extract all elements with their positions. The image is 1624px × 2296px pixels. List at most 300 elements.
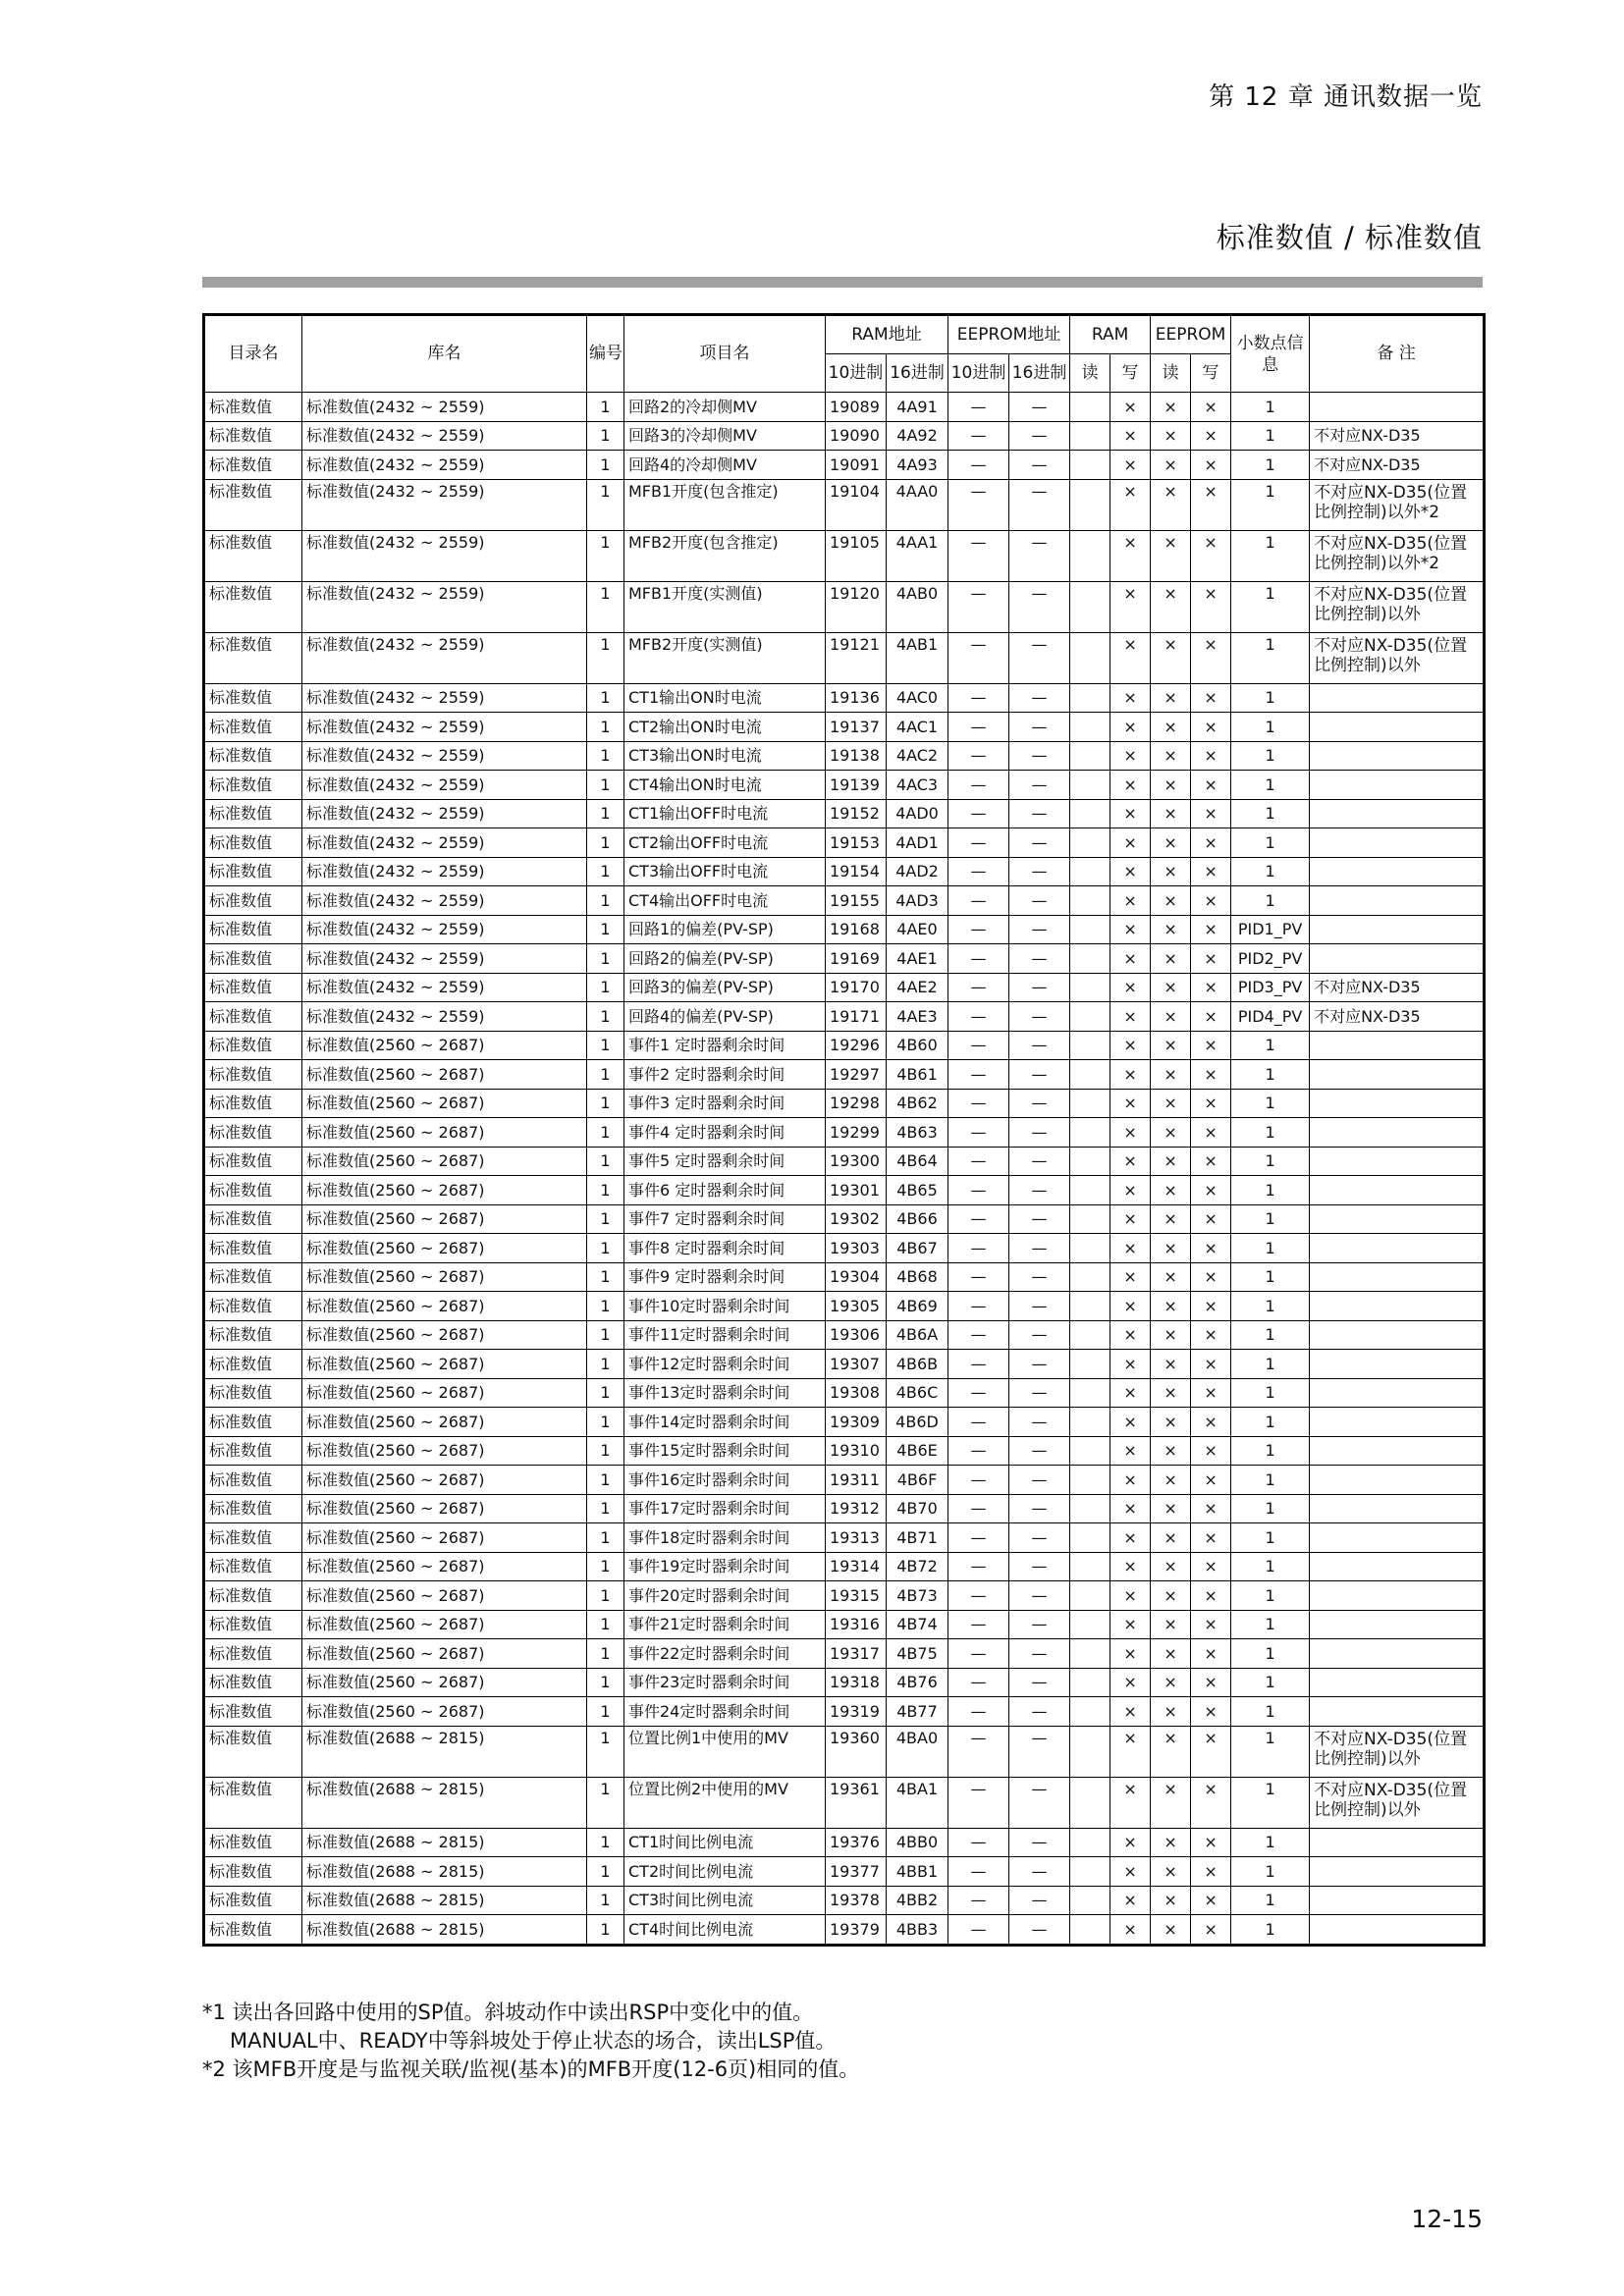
table-cell (1070, 857, 1110, 886)
table-cell: × (1151, 1147, 1191, 1176)
table-cell (1070, 1523, 1110, 1553)
table-cell: 1 (587, 1552, 624, 1581)
table-cell: × (1191, 1581, 1231, 1611)
table-cell: 标准数值 (204, 1378, 302, 1408)
table-cell: × (1110, 581, 1151, 632)
table-cell: 标准数值(2688 ~ 2815) (302, 1828, 587, 1857)
header-ram-dec: 10进制 (826, 354, 887, 393)
table-cell: 事件17定时器剩余时间 (624, 1494, 826, 1523)
table-cell: 1 (587, 1668, 624, 1697)
table-cell: 回路3的冷却侧MV (624, 421, 826, 451)
table-cell: 1 (587, 683, 624, 713)
table-cell: 标准数值(2560 ~ 2687) (302, 1234, 587, 1263)
table-cell: 19379 (826, 1915, 887, 1946)
table-cell: — (1009, 1118, 1070, 1148)
table-cell (1310, 1886, 1485, 1915)
table-cell (1070, 1204, 1110, 1234)
table-cell: CT4时间比例电流 (624, 1915, 826, 1946)
table-row (204, 1610, 1485, 1639)
table-cell (1310, 1292, 1485, 1321)
table-cell: 1 (1231, 683, 1310, 713)
table-row (204, 1320, 1485, 1350)
table-cell (1070, 1002, 1110, 1032)
table-cell: 1 (1231, 1610, 1310, 1639)
table-cell: MFB2开度(实测值) (624, 632, 826, 683)
table-cell: × (1191, 632, 1231, 683)
table-cell: 19316 (826, 1610, 887, 1639)
table-cell: — (1009, 1494, 1070, 1523)
table-cell: 标准数值(2560 ~ 2687) (302, 1118, 587, 1148)
table-cell (1070, 886, 1110, 916)
table-cell: 标准数值(2432 ~ 2559) (302, 741, 587, 771)
table-cell: × (1151, 1031, 1191, 1060)
table-cell: — (948, 1436, 1009, 1466)
table-cell: 事件24定时器剩余时间 (624, 1697, 826, 1727)
table-cell: — (948, 1915, 1009, 1946)
table-cell (1070, 944, 1110, 974)
table-cell: 标准数值 (204, 451, 302, 480)
table-cell: 1 (587, 1002, 624, 1032)
table-cell: 标准数值(2560 ~ 2687) (302, 1610, 587, 1639)
table-cell: 标准数值 (204, 973, 302, 1002)
table-cell: × (1110, 632, 1151, 683)
table-cell: 1 (587, 632, 624, 683)
table-cell: × (1151, 1436, 1191, 1466)
table-cell: — (948, 857, 1009, 886)
table-row (204, 1118, 1485, 1148)
header-eeprom-write: 写 (1191, 354, 1231, 393)
table-cell: — (1009, 1668, 1070, 1697)
table-cell: — (948, 1828, 1009, 1857)
table-cell (1310, 683, 1485, 713)
table-cell (1070, 1828, 1110, 1857)
table-cell: — (1009, 1915, 1070, 1946)
table-cell: — (948, 915, 1009, 944)
table-cell: — (1009, 1726, 1070, 1777)
table-cell: 4AB0 (887, 581, 948, 632)
table-cell: 标准数值(2688 ~ 2815) (302, 1915, 587, 1946)
table-cell: 事件4 定时器剩余时间 (624, 1118, 826, 1148)
table-cell: × (1110, 1777, 1151, 1828)
table-cell: × (1191, 1350, 1231, 1379)
table-cell: 标准数值(2688 ~ 2815) (302, 1726, 587, 1777)
table-cell: 4B6D (887, 1408, 948, 1437)
table-cell: × (1151, 915, 1191, 944)
table-cell: — (948, 1639, 1009, 1669)
table-cell (1070, 1466, 1110, 1495)
table-cell: 标准数值 (204, 1777, 302, 1828)
table-cell (1310, 1176, 1485, 1205)
table-cell: — (1009, 581, 1070, 632)
table-cell: 19378 (826, 1886, 887, 1915)
table-cell (1310, 1436, 1485, 1466)
table-cell: 19298 (826, 1089, 887, 1118)
table-cell: 1 (1231, 1857, 1310, 1887)
table-cell: 标准数值(2432 ~ 2559) (302, 581, 587, 632)
table-cell: 19139 (826, 771, 887, 800)
table-cell: × (1110, 683, 1151, 713)
table-cell: — (1009, 1436, 1070, 1466)
table-cell (1070, 1292, 1110, 1321)
table-cell: 1 (587, 581, 624, 632)
table-cell: 1 (1231, 1915, 1310, 1946)
table-cell: × (1110, 1639, 1151, 1669)
table-cell: 4B68 (887, 1262, 948, 1292)
table-cell: 1 (1231, 451, 1310, 480)
table-cell: 19318 (826, 1668, 887, 1697)
table-cell: 1 (587, 1857, 624, 1887)
table-cell: × (1191, 828, 1231, 858)
table-cell: 标准数值 (204, 1147, 302, 1176)
table-cell (1070, 1777, 1110, 1828)
table-cell: 回路1的偏差(PV-SP) (624, 915, 826, 944)
table-cell: 标准数值(2560 ~ 2687) (302, 1147, 587, 1176)
table-cell: 标准数值 (204, 857, 302, 886)
table-cell: — (1009, 1886, 1070, 1915)
table-cell: PID3_PV (1231, 973, 1310, 1002)
table-cell: 标准数值 (204, 1697, 302, 1727)
table-cell: × (1110, 1031, 1151, 1060)
table-cell: 不对应NX-D35 (1310, 973, 1485, 1002)
table-cell: — (1009, 530, 1070, 581)
table-cell (1310, 1915, 1485, 1946)
table-cell: 19376 (826, 1828, 887, 1857)
table-cell: × (1110, 1828, 1151, 1857)
table-row (204, 1552, 1485, 1581)
table-cell: × (1191, 1726, 1231, 1777)
header-eeprom-hex: 16进制 (1009, 354, 1070, 393)
table-cell: 19299 (826, 1118, 887, 1148)
table-cell: 不对应NX-D35 (1310, 451, 1485, 480)
table-row (204, 1089, 1485, 1118)
table-cell: × (1110, 1552, 1151, 1581)
table-cell: — (1009, 683, 1070, 713)
table-cell: × (1191, 1610, 1231, 1639)
table-row (204, 1147, 1485, 1176)
table-row (204, 1697, 1485, 1727)
table-cell: 标准数值 (204, 479, 302, 530)
table-cell: 1 (1231, 1292, 1310, 1321)
table-row (204, 771, 1485, 800)
table-cell (1310, 1828, 1485, 1857)
footnote-1: *1 读出各回路中使用的SP值。斜坡动作中读出RSP中变化中的值。 (202, 2001, 814, 2024)
table-cell: 1 (1231, 530, 1310, 581)
table-cell: 事件13定时器剩余时间 (624, 1378, 826, 1408)
table-cell (1070, 1234, 1110, 1263)
table-cell (1070, 421, 1110, 451)
table-cell: × (1191, 1494, 1231, 1523)
table-cell: — (1009, 1697, 1070, 1727)
table-cell: — (948, 1031, 1009, 1060)
table-cell: 标准数值(2688 ~ 2815) (302, 1886, 587, 1915)
table-cell (1070, 1726, 1110, 1777)
table-cell: CT1时间比例电流 (624, 1828, 826, 1857)
table-cell: — (948, 1262, 1009, 1292)
table-cell: × (1110, 741, 1151, 771)
table-cell: 标准数值(2560 ~ 2687) (302, 1581, 587, 1611)
table-cell (1310, 1262, 1485, 1292)
table-cell (1310, 1320, 1485, 1350)
table-row (204, 393, 1485, 422)
table-cell: 不对应NX-D35(位置比例控制)以外*2 (1310, 530, 1485, 581)
table-cell (1070, 683, 1110, 713)
table-row (204, 1668, 1485, 1697)
table-cell: × (1191, 915, 1231, 944)
table-cell: 标准数值 (204, 771, 302, 800)
table-cell (1070, 1915, 1110, 1946)
table-row (204, 1915, 1485, 1946)
table-cell: 标准数值(2432 ~ 2559) (302, 530, 587, 581)
table-cell: — (948, 1581, 1009, 1611)
table-cell: — (948, 1610, 1009, 1639)
table-cell: 1 (1231, 1726, 1310, 1777)
table-cell: 标准数值(2432 ~ 2559) (302, 713, 587, 742)
table-cell: 标准数值 (204, 1857, 302, 1887)
table-cell: 事件20定时器剩余时间 (624, 1581, 826, 1611)
table-cell: × (1151, 1857, 1191, 1887)
table-row (204, 1002, 1485, 1032)
table-cell: 事件8 定时器剩余时间 (624, 1234, 826, 1263)
table-cell: 1 (1231, 1408, 1310, 1437)
table-cell: 1 (1231, 1378, 1310, 1408)
table-cell: 不对应NX-D35(位置比例控制)以外*2 (1310, 479, 1485, 530)
footnotes (202, 1999, 859, 2084)
table-cell (1070, 973, 1110, 1002)
table-cell: 1 (587, 479, 624, 530)
table-cell: × (1110, 1726, 1151, 1777)
table-cell: 4B71 (887, 1523, 948, 1553)
table-cell (1070, 1639, 1110, 1669)
table-cell: 标准数值 (204, 886, 302, 916)
header-remarks: 备 注 (1310, 315, 1485, 393)
table-cell: × (1191, 1552, 1231, 1581)
header-item: 项目名 (624, 315, 826, 393)
table-cell: × (1191, 1408, 1231, 1437)
table-cell: 标准数值 (204, 1089, 302, 1118)
table-cell: — (948, 1234, 1009, 1263)
table-cell: 标准数值(2432 ~ 2559) (302, 886, 587, 916)
table-cell: 标准数值 (204, 1002, 302, 1032)
table-cell: — (1009, 1777, 1070, 1828)
table-cell: 1 (587, 1915, 624, 1946)
table-cell: 标准数值 (204, 1118, 302, 1148)
table-cell: 4A91 (887, 393, 948, 422)
table-cell: × (1110, 1610, 1151, 1639)
table-cell: — (1009, 915, 1070, 944)
table-cell: × (1110, 944, 1151, 974)
table-cell: 4B66 (887, 1204, 948, 1234)
table-cell: 标准数值(2560 ~ 2687) (302, 1262, 587, 1292)
table-cell: MFB1开度(包含推定) (624, 479, 826, 530)
table-cell: 1 (1231, 1176, 1310, 1205)
table-cell: 1 (1231, 828, 1310, 858)
table-cell (1070, 1668, 1110, 1697)
table-cell: × (1151, 1523, 1191, 1553)
table-cell: 19308 (826, 1378, 887, 1408)
table-cell: 1 (587, 1828, 624, 1857)
table-cell: 1 (1231, 713, 1310, 742)
table-cell: 19089 (826, 393, 887, 422)
table-cell (1310, 1350, 1485, 1379)
table-cell: 回路4的偏差(PV-SP) (624, 1002, 826, 1032)
table-row (204, 1857, 1485, 1887)
table-row (204, 1639, 1485, 1669)
table-cell (1070, 1552, 1110, 1581)
table-cell: 标准数值 (204, 1610, 302, 1639)
table-cell: × (1191, 1204, 1231, 1234)
table-cell (1070, 1610, 1110, 1639)
table-cell (1070, 1060, 1110, 1090)
table-cell: 1 (587, 915, 624, 944)
table-cell: 4B60 (887, 1031, 948, 1060)
table-cell (1310, 1204, 1485, 1234)
table-row (204, 915, 1485, 944)
table-cell (1310, 799, 1485, 828)
table-cell: 4B72 (887, 1552, 948, 1581)
table-cell: 标准数值 (204, 1523, 302, 1553)
table-cell: 1 (1231, 886, 1310, 916)
table-cell: CT3输出OFF时电流 (624, 857, 826, 886)
table-row (204, 1292, 1485, 1321)
table-cell: 1 (587, 393, 624, 422)
table-cell: 4BB2 (887, 1886, 948, 1915)
table-cell: × (1151, 741, 1191, 771)
table-cell: 标准数值 (204, 1350, 302, 1379)
table-cell: 标准数值 (204, 1552, 302, 1581)
header-eeprom-addr: EEPROM地址 (948, 315, 1070, 354)
table-cell: 事件6 定时器剩余时间 (624, 1176, 826, 1205)
table-cell (1310, 1552, 1485, 1581)
table-cell: 事件10定时器剩余时间 (624, 1292, 826, 1321)
table-cell: × (1151, 1777, 1191, 1828)
table-cell: 标准数值(2432 ~ 2559) (302, 973, 587, 1002)
table-cell: × (1151, 1639, 1191, 1669)
table-cell: × (1110, 1350, 1151, 1379)
table-cell: × (1151, 683, 1191, 713)
table-cell: 1 (1231, 1668, 1310, 1697)
table-cell: 1 (1231, 1320, 1310, 1350)
table-row (204, 828, 1485, 858)
table-cell (1070, 581, 1110, 632)
table-cell: × (1110, 1523, 1151, 1553)
table-row (204, 886, 1485, 916)
table-cell: 回路3的偏差(PV-SP) (624, 973, 826, 1002)
table-cell: × (1191, 1147, 1231, 1176)
table-cell: — (948, 1089, 1009, 1118)
table-cell: 1 (587, 771, 624, 800)
table-cell: — (1009, 886, 1070, 916)
table-cell: 标准数值(2560 ~ 2687) (302, 1697, 587, 1727)
table-cell: × (1191, 1668, 1231, 1697)
table-cell: × (1191, 1320, 1231, 1350)
table-cell: × (1110, 1147, 1151, 1176)
table-cell (1310, 741, 1485, 771)
table-cell: 1 (587, 1118, 624, 1148)
table-row (204, 421, 1485, 451)
table-cell: 1 (587, 530, 624, 581)
table-cell (1310, 1060, 1485, 1090)
table-cell: 标准数值(2560 ~ 2687) (302, 1408, 587, 1437)
table-cell: 回路2的偏差(PV-SP) (624, 944, 826, 974)
table-cell: 事件18定时器剩余时间 (624, 1523, 826, 1553)
table-cell: × (1191, 1639, 1231, 1669)
table-cell: 4B6A (887, 1320, 948, 1350)
table-cell: — (948, 1176, 1009, 1205)
table-cell: × (1191, 1118, 1231, 1148)
table-cell: 19313 (826, 1523, 887, 1553)
table-cell (1070, 1262, 1110, 1292)
table-cell (1310, 1697, 1485, 1727)
table-cell (1070, 1118, 1110, 1148)
table-cell: 4A92 (887, 421, 948, 451)
table-cell: × (1151, 1176, 1191, 1205)
table-cell: 1 (587, 1060, 624, 1090)
table-cell: × (1151, 973, 1191, 1002)
table-cell: — (1009, 1857, 1070, 1887)
table-cell: 标准数值 (204, 1320, 302, 1350)
table-cell: 1 (1231, 1828, 1310, 1857)
table-cell: × (1191, 1378, 1231, 1408)
table-cell: × (1191, 1089, 1231, 1118)
table-cell: × (1151, 1408, 1191, 1437)
table-cell: 标准数值(2688 ~ 2815) (302, 1857, 587, 1887)
table-cell: 19138 (826, 741, 887, 771)
table-cell: 标准数值 (204, 1668, 302, 1697)
table-cell: × (1151, 771, 1191, 800)
table-cell (1070, 1378, 1110, 1408)
table-cell: × (1191, 530, 1231, 581)
table-cell: 标准数值 (204, 393, 302, 422)
table-cell: 1 (1231, 1031, 1310, 1060)
table-cell (1310, 1494, 1485, 1523)
table-cell: × (1191, 479, 1231, 530)
table-cell: × (1191, 1031, 1231, 1060)
table-row (204, 1581, 1485, 1611)
table-cell: 标准数值(2432 ~ 2559) (302, 944, 587, 974)
table-cell: 1 (587, 1350, 624, 1379)
table-cell: 4AC1 (887, 713, 948, 742)
table-cell: × (1191, 741, 1231, 771)
table-cell: 事件11定时器剩余时间 (624, 1320, 826, 1350)
table-cell: 1 (587, 421, 624, 451)
table-cell: 19303 (826, 1234, 887, 1263)
table-cell: × (1191, 1466, 1231, 1495)
table-cell: × (1191, 973, 1231, 1002)
table-cell: × (1151, 581, 1191, 632)
table-cell: 事件1 定时器剩余时间 (624, 1031, 826, 1060)
table-cell: — (948, 1668, 1009, 1697)
table-cell: 标准数值 (204, 1262, 302, 1292)
table-cell: 1 (587, 1204, 624, 1234)
table-cell (1070, 1089, 1110, 1118)
table-body (204, 393, 1485, 1946)
table-cell (1310, 1581, 1485, 1611)
header-decimal: 小数点信息 (1231, 315, 1310, 393)
table-cell: 标准数值(2432 ~ 2559) (302, 393, 587, 422)
table-cell: 4B69 (887, 1292, 948, 1321)
table-cell: CT4输出OFF时电流 (624, 886, 826, 916)
table-cell: 位置比例1中使用的MV (624, 1726, 826, 1777)
table-cell: 标准数值(2560 ~ 2687) (302, 1031, 587, 1060)
table-cell: — (948, 1292, 1009, 1321)
table-cell (1310, 1466, 1485, 1495)
table-cell: 1 (1231, 1350, 1310, 1379)
table-cell: — (948, 886, 1009, 916)
table-cell: — (1009, 771, 1070, 800)
table-cell: 4B6E (887, 1436, 948, 1466)
table-cell: 4AA1 (887, 530, 948, 581)
table-cell: × (1151, 886, 1191, 916)
